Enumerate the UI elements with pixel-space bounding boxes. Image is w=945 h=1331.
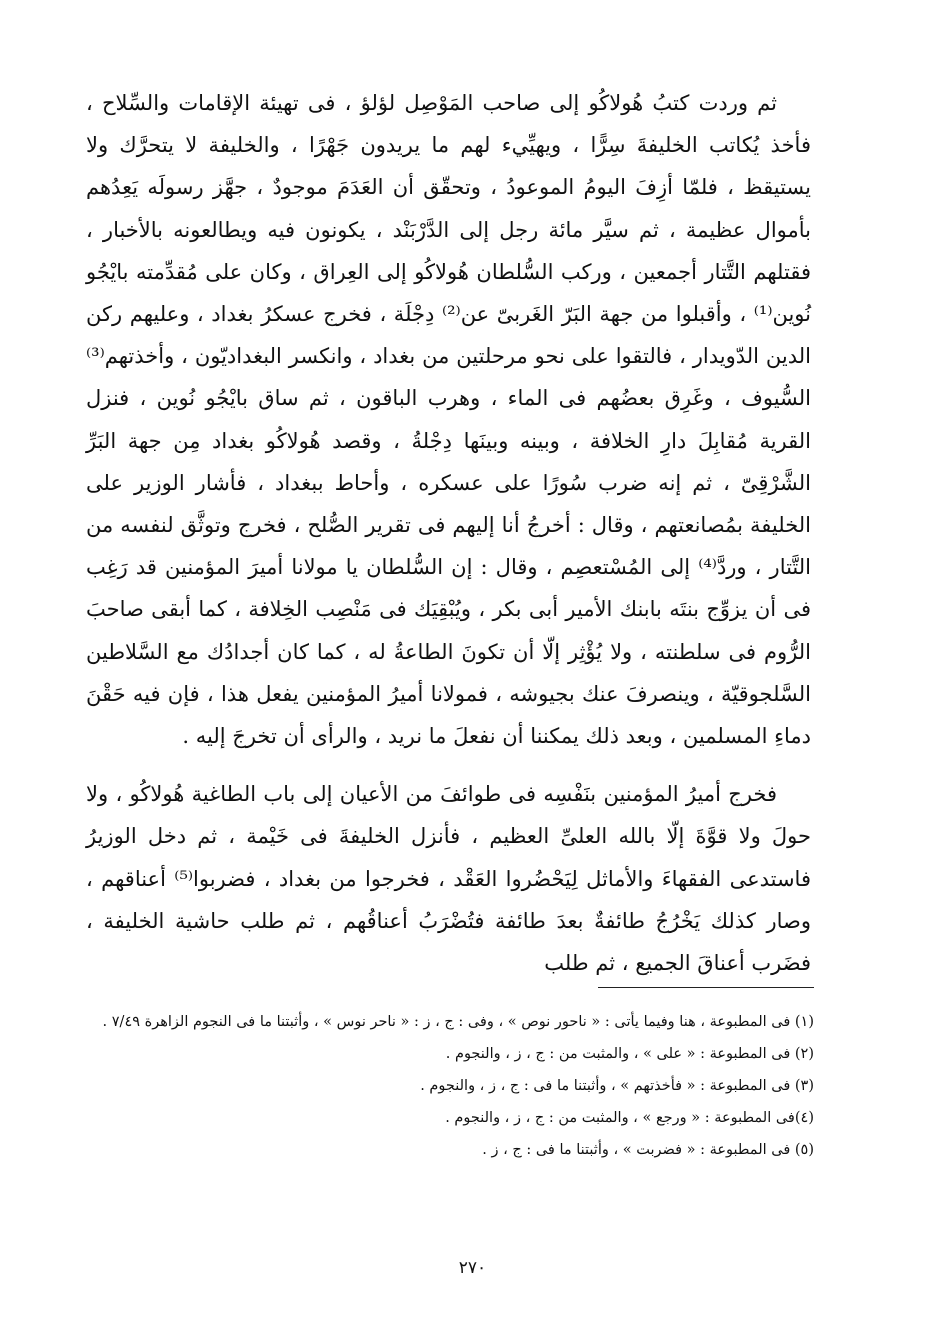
footnote-1: (١) فى المطبوعة ، هنا وفيما يأتى : « ناحور نوص » ، وفى : ج ، ز : « ناحر نوس » ، وأثبتنا ما فى النجوم الزاهرة ٧/٤٩ .	[102, 1014, 814, 1030]
footnote-2: (٢) فى المطبوعة : « على » ، والمثبت من : ج ، ز ، والنجوم .	[445, 1046, 814, 1062]
paragraph-1: ثم وردت كتبُ هُولاكُو إلى صاحب المَوْصِل لؤلؤ ، فى تهيئة الإقامات والسِّلاح ، فأخذ يُكاتب الخليفةَ سِرًّا ، ويهيِّيء لهم ما يريدون جَهْرًا ، والخليفة لا يتحرَّك ولا يستيقظ ، فلمّا أزِفَ اليومُ الموعودُ ، وتحقّق أن العَدَمَ موجودٌ ، جهَّز رسولَه يَعِدُهم بأموال عظيمة ، ثم سيَّر مائة رجل إلى الدَّرْبَنْد ، يكونون فيه ويطالعونه بالأخبار ، فقتلهم التَّتار أجمعين ، وركب السُّلطان هُولاكُو إلى العِراق ، وكان على مُقدِّمته بايْجُو نُوين⁽¹⁾ ، وأقبلوا من جهة البَرّ الغَربىّ عن⁽²⁾ دِجْلَة ، فخرج عسكرُ بغداد ، وعليهم ركن الدين الدّويدار ، فالتقوا على نحو مرحلتين من بغداد ، وانكسر البغداديّون ، وأخذتهم⁽³⁾ السُّيوف ، وغَرِق بعضُهم فى الماء ، وهرب الباقون ، ثم ساق بايْجُو نُوين ، فنزل القرية مُقابِلَ دارِ الخلافة ، وبينه وبينَها دِجْلةُ ، وقصد هُولاكُو بغداد مِن جهة البَرِّ الشَّرْقِىّ ، ثم إنه ضرب سُورًا على عسكره ، وأحاط ببغداد ، فأشار الوزير على الخليفة بمُصانعتهم ، وقال : أخرجُ أنا إليهم فى تقرير الصُّلح ، فخرج وتوثَّق لنفسه من التَّتار ، وردَّ⁽⁴⁾ إلى المُسْتعصِم ، وقال : إن السُّلطان يا مولانا أميرَ المؤمنين قد رَغِب فى أن يزوِّج بنتَه بابنك الأمير أبى بكر ، ويُبْقِيَك فى مَنْصِب الخِلافة ، كما أبقى صاحبَ الرُّوم فى سلطنته ، ولا يُؤْثِر إلّا أن تكونَ الطاعةُ له ، كما كان أجدادُك مع السَّلاطين السَّلجوقيّة ، وينصرفَ عنك بجيوشه ، فمولانا أميرُ المؤمنين يفعل هذا ، فإن فيه حَقْنَ دماءِ المسلمين ، وبعد ذلك يمكننا أن نفعلَ ما نريد ، والرأى أن تخرجَ إليه .	[86, 91, 811, 749]
footnote-5: (٥) فى المطبوعة : « فضربت » ، وأثبتنا ما فى : ج ، ز .	[482, 1142, 814, 1158]
paragraph-2: فخرج أميرُ المؤمنين بنَفْسِه فى طوائفَ من الأعيان إلى باب الطاغية هُولاكُو ، ولا حولَ ولا قوَّةَ إلّا بالله العلىِّ العظيم ، فأنزل الخليفةَ فى خَيْمة ، ثم دخل الوزيرُ فاستدعى الفقهاءَ والأماثل لِيَحْضُروا العَقْد ، فخرجوا من بغداد ، فضربوا⁽⁵⁾ أعناقهم ، وصار كذلك يَخْرُجُ طائفةٌ بعدَ طائفة فتُضْرَبُ أعناقُهم ، ثم طلب حاشية الخليفة ، فضَرب أعناقَ الجميع ، ثم طلب	[86, 782, 811, 976]
footnote-3: (٣) فى المطبوعة : « فأخذتهم » ، وأثبتنا ما فى : ج ، ز ، والنجوم .	[420, 1078, 814, 1094]
footnotes	[86, 1008, 814, 1168]
page-number: ٢٧٠	[458, 1258, 487, 1278]
footnote-divider	[598, 987, 814, 988]
footnote-4: (٤)فى المطبوعة : « ورجع » ، والمثبت من : ج ، ز ، والنجوم .	[445, 1110, 814, 1126]
main-text	[86, 82, 811, 984]
